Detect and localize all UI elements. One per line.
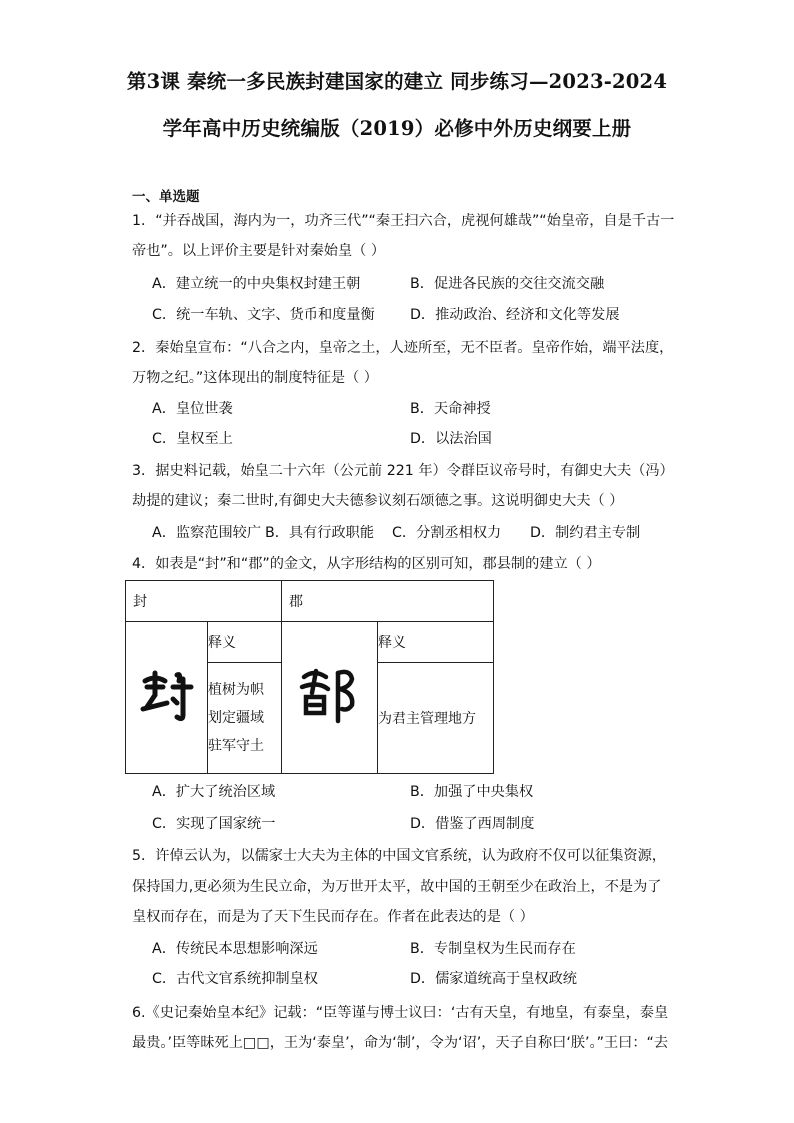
q3-option-b[interactable]: B．具有行政职能 (265, 525, 375, 541)
q6-stem-line-1: 6.《史记秦始皇本纪》记载：“臣等谨与博士议曰：‘古有天皇，有地皇，有泰皇，泰皇 (132, 1005, 669, 1021)
page-title-line-2: 学年高中历史统编版（2019）必修中外历史纲要上册 (162, 117, 632, 140)
q4-option-c[interactable]: C．实现了国家统一 (152, 816, 276, 832)
feng-glyph-icon (137, 665, 197, 727)
q1-option-a[interactable]: A．建立统一的中央集权封建王朝 (152, 276, 361, 292)
q1-option-d[interactable]: D．推动政治、经济和文化等发展 (410, 307, 620, 323)
q2-option-b[interactable]: B．天命神授 (410, 401, 491, 417)
feng-bronze-glyph (126, 622, 208, 774)
q2-stem-line-1: 2．秦始皇宣布：“八合之内，皇帝之土，人迹所至，无不臣者。皇帝作始，端平法度， (132, 340, 674, 356)
q4-option-d[interactable]: D．借鉴了西周制度 (410, 816, 535, 832)
feng-meaning-2: 划定疆域 (208, 710, 264, 726)
q5-option-c[interactable]: C．古代文官系统抑制皇权 (152, 971, 318, 987)
table-header-feng: 封 (126, 581, 282, 622)
q1-stem-line-2: 帝也”。以上评价主要是针对秦始皇（ ） (132, 243, 386, 259)
q2-option-c[interactable]: C．皇权至上 (152, 431, 233, 447)
feng-meaning-cell (208, 663, 282, 774)
page-title-line-1: 第3课 秦统一多民族封建国家的建立 同步练习—2023-2024 (126, 70, 668, 93)
q2-option-d[interactable]: D．以法治国 (410, 431, 492, 447)
q3-option-c[interactable]: C．分割丞相权力 (392, 525, 502, 541)
q3-stem-line-2: 劫提的建议；秦二世时,有御史大夫德参议刻石颂德之事。这说明御史大夫（ ） (132, 493, 624, 509)
q5-stem-line-3: 皇权而存在，而是为了天下生民而存在。作者在此表达的是（ ） (132, 909, 534, 925)
q1-stem-line-1: 1．“并吞战国，海内为一，功齐三代”“秦王扫六合，虎视何雄哉”“始皇帝，自是千古一 (132, 213, 675, 229)
section-heading: 一、单选题 (132, 189, 200, 205)
q3-option-d[interactable]: D．制约君主专制 (530, 525, 641, 541)
jun-bronze-glyph (282, 622, 378, 774)
q5-option-a[interactable]: A．传统民本思想影响深远 (152, 941, 318, 957)
q3-stem-line-1: 3．据史料记载，始皇二十六年（公元前 221 年）令群臣议帝号时，有御史大夫（冯） (132, 463, 674, 479)
q2-stem-line-2: 万物之纪。”这体现出的制度特征是（ ） (132, 370, 378, 386)
jun-shiyi-label: 释义 (378, 622, 494, 663)
q6-stem-line-2: 最贵。’臣等昧死上□□，王为‘泰皇’，命为‘制’，令为‘诏’，天子自称曰‘朕’。”王曰：“去 (132, 1035, 669, 1051)
q4-option-b[interactable]: B．加强了中央集权 (410, 784, 534, 800)
q1-option-c[interactable]: C．统一车轨、文字、货币和度量衡 (152, 307, 375, 323)
q5-stem-line-1: 5．许倬云认为，以儒家士大夫为主体的中国文官系统，认为政府不仅可以征集资源， (132, 848, 666, 864)
feng-meaning-3: 驻军守土 (208, 738, 264, 754)
jun-meaning-cell: 为君主管理地方 (378, 663, 494, 774)
q4-option-a[interactable]: A．扩大了统治区域 (152, 784, 276, 800)
q5-stem-line-2: 保持国力,更必须为生民立命，为万世开太平，故中国的王朝至少在政治上，不是为了 (132, 879, 662, 895)
q5-option-b[interactable]: B．专制皇权为生民而存在 (410, 941, 576, 957)
table-header-jun: 郡 (282, 581, 494, 622)
q3-option-a[interactable]: A．监察范围较广 (152, 525, 262, 541)
glyph-comparison-table (125, 580, 494, 774)
feng-meaning-1: 植树为帜 (208, 682, 264, 698)
feng-shiyi-label: 释义 (208, 622, 282, 663)
q1-option-b[interactable]: B．促进各民族的交往交流交融 (410, 276, 605, 292)
q2-option-a[interactable]: A．皇位世袭 (152, 401, 233, 417)
q4-stem: 4．如表是“封”和“郡”的金文，从字形结构的区别可知，郡县制的建立（ ） (132, 556, 601, 572)
jun-glyph-icon (296, 663, 364, 729)
q5-option-d[interactable]: D．儒家道统高于皇权政统 (410, 971, 577, 987)
